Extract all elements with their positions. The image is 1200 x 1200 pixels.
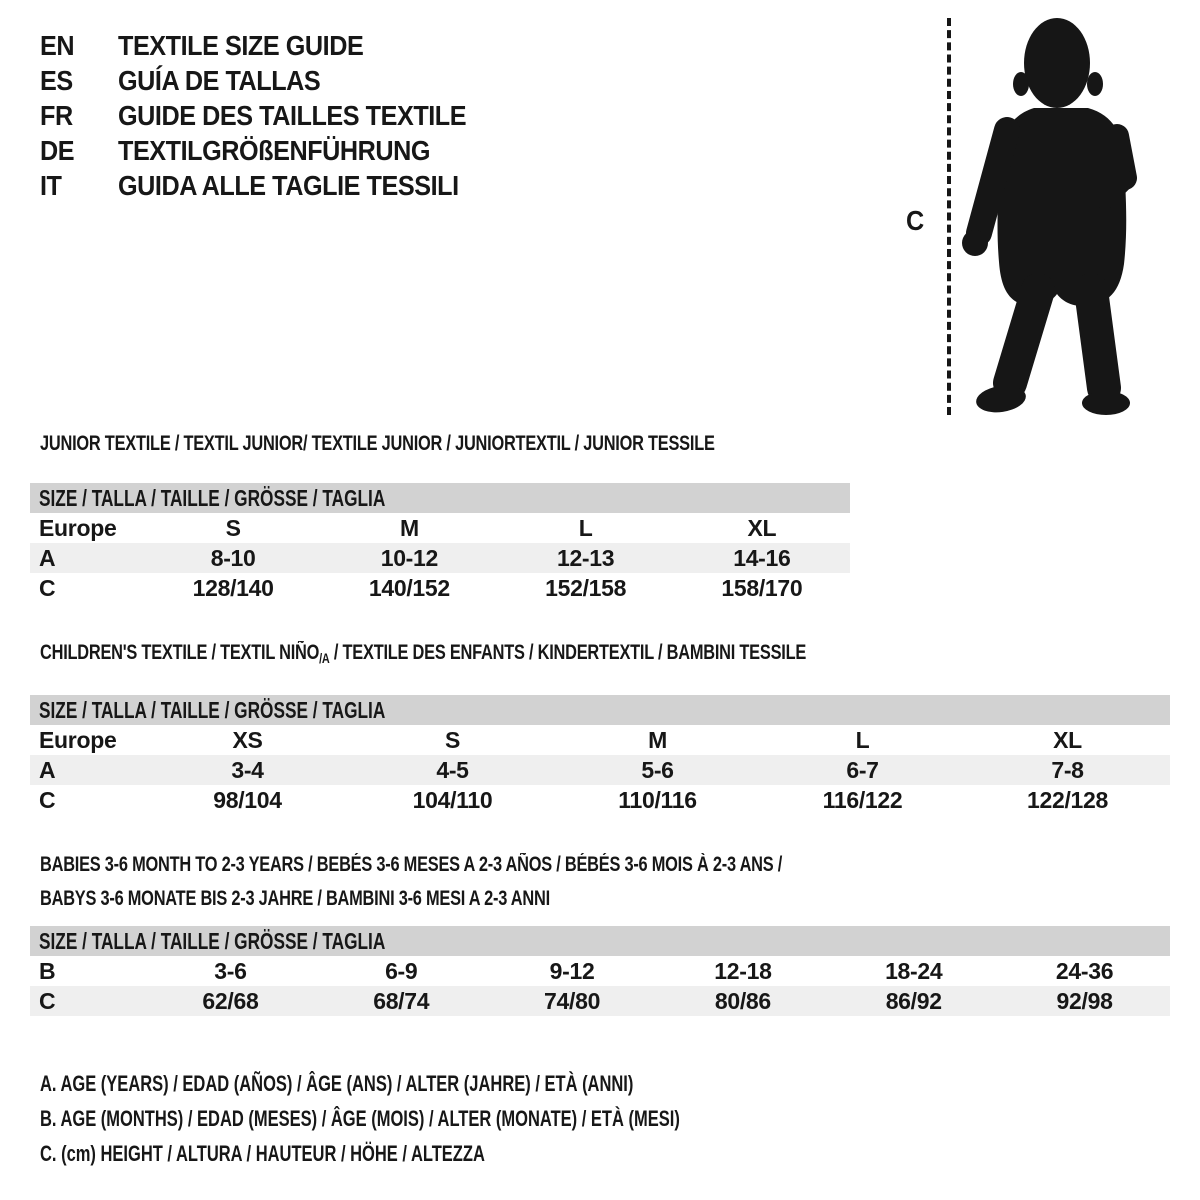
age-cell: 12-13 bbox=[556, 545, 615, 571]
toddler-silhouette bbox=[955, 8, 1155, 420]
size-cell: M bbox=[399, 515, 419, 541]
children-title-post: / TEXTILE DES ENFANTS / KINDERTEXTIL / BAMBINI TESSILE bbox=[329, 641, 807, 664]
row-label: Europe bbox=[39, 727, 117, 753]
size-header-bar bbox=[30, 926, 1170, 956]
size-cell: XL bbox=[747, 515, 777, 541]
size-header-bar bbox=[30, 695, 1170, 725]
height-cell: 86/92 bbox=[885, 988, 942, 1014]
age-cell: 10-12 bbox=[380, 545, 439, 571]
language-row-de bbox=[40, 133, 505, 168]
guide-title-de: TEXTILGRÖßENFÜHRUNG bbox=[118, 135, 431, 166]
row-label: A bbox=[39, 545, 56, 571]
height-cell: 92/98 bbox=[1056, 988, 1113, 1014]
table-row-age bbox=[30, 755, 1170, 785]
age-cell: 6-7 bbox=[846, 757, 879, 783]
height-cell: 140/152 bbox=[368, 575, 450, 601]
size-cell: L bbox=[855, 727, 870, 753]
language-code: DE bbox=[40, 135, 75, 166]
junior-section-title bbox=[40, 431, 905, 457]
babies-title-line2: BABYS 3-6 MONATE BIS 2-3 JAHRE / BAMBINI 3-6 MESI A 2-3 ANNI bbox=[40, 887, 550, 910]
row-label: A bbox=[39, 757, 56, 783]
size-cell: S bbox=[444, 727, 461, 753]
children-section-title bbox=[40, 640, 1022, 671]
language-code: IT bbox=[40, 170, 62, 201]
children-section-title-text bbox=[40, 640, 806, 671]
height-measure-line bbox=[947, 18, 951, 415]
size-header-bar bbox=[30, 483, 850, 513]
guide-title-fr: GUIDE DES TAILLES TEXTILE bbox=[118, 100, 467, 131]
height-cell: 116/122 bbox=[822, 787, 903, 813]
table-row-height bbox=[30, 785, 1170, 815]
language-code: FR bbox=[40, 100, 73, 131]
guide-title-es: GUÍA DE TALLAS bbox=[118, 65, 321, 96]
language-row-es bbox=[40, 63, 505, 98]
size-cell: XL bbox=[1053, 727, 1082, 753]
table-row-height bbox=[30, 986, 1170, 1016]
months-cell: 24-36 bbox=[1055, 958, 1114, 984]
height-cell: 62/68 bbox=[202, 988, 259, 1014]
height-cell: 128/140 bbox=[192, 575, 274, 601]
babies-title-line1: BABIES 3-6 MONTH TO 2-3 YEARS / BEBÉS 3-6 MESES A 2-3 AÑOS / BÉBÉS 3-6 MOIS À 2-3 ANS / bbox=[40, 853, 783, 876]
size-cell: L bbox=[578, 515, 593, 541]
height-cell: 104/110 bbox=[412, 787, 493, 813]
age-cell: 3-4 bbox=[231, 757, 264, 783]
children-size-table bbox=[30, 695, 1170, 815]
age-cell: 4-5 bbox=[436, 757, 469, 783]
table-row-months bbox=[30, 956, 1170, 986]
size-cell: S bbox=[225, 515, 241, 541]
height-cell: 80/86 bbox=[714, 988, 771, 1014]
size-cell: M bbox=[648, 727, 667, 753]
language-row-fr bbox=[40, 98, 505, 133]
row-label: B bbox=[39, 958, 56, 984]
height-cell: 152/158 bbox=[545, 575, 627, 601]
row-label: Europe bbox=[39, 515, 117, 541]
language-row-en bbox=[40, 28, 505, 63]
legend-age-years-text: A. AGE (YEARS) / EDAD (AÑOS) / ÂGE (ANS) / ALTER (JAHRE) / ETÀ (ANNI) bbox=[40, 1071, 634, 1096]
guide-title-en: TEXTILE SIZE GUIDE bbox=[118, 30, 364, 61]
language-code: EN bbox=[40, 30, 75, 61]
junior-size-table bbox=[30, 483, 850, 603]
size-header-text: SIZE / TALLA / TAILLE / GRÖSSE / TAGLIA bbox=[39, 928, 386, 954]
language-row-it bbox=[40, 168, 505, 203]
age-cell: 8-10 bbox=[210, 545, 256, 571]
junior-section-title-text: JUNIOR TEXTILE / TEXTIL JUNIOR/ TEXTILE JUNIOR / JUNIORTEXTIL / JUNIOR TESSILE bbox=[40, 432, 715, 455]
legend-height-cm bbox=[40, 1141, 633, 1167]
babies-size-table bbox=[30, 926, 1170, 1016]
language-code: ES bbox=[40, 65, 73, 96]
legend-age-years bbox=[40, 1071, 831, 1097]
babies-section-title bbox=[40, 848, 991, 916]
months-cell: 12-18 bbox=[714, 958, 772, 984]
table-row-europe bbox=[30, 725, 1170, 755]
height-cell: 110/116 bbox=[618, 787, 697, 813]
legend-age-months bbox=[40, 1106, 893, 1132]
row-label: C bbox=[39, 787, 56, 813]
height-cell: 158/170 bbox=[721, 575, 803, 601]
age-cell: 7-8 bbox=[1051, 757, 1084, 783]
children-title-sub: /A bbox=[319, 650, 330, 666]
months-cell: 3-6 bbox=[214, 958, 247, 984]
row-label: C bbox=[39, 575, 56, 601]
table-row-height bbox=[30, 573, 850, 603]
months-cell: 9-12 bbox=[549, 958, 595, 984]
age-cell: 14-16 bbox=[733, 545, 791, 571]
size-cell: XS bbox=[232, 727, 263, 753]
size-header-text: SIZE / TALLA / TAILLE / GRÖSSE / TAGLIA bbox=[39, 485, 386, 511]
table-row-europe bbox=[30, 513, 850, 543]
height-cell: 122/128 bbox=[1026, 787, 1109, 813]
measure-label-c: C bbox=[906, 205, 925, 236]
height-cell: 74/80 bbox=[544, 988, 601, 1014]
children-title-pre: CHILDREN'S TEXTILE / TEXTIL NIÑO bbox=[40, 641, 320, 664]
size-header-text: SIZE / TALLA / TAILLE / GRÖSSE / TAGLIA bbox=[39, 697, 386, 723]
legend-height-cm-text: C. (cm) HEIGHT / ALTURA / HAUTEUR / HÖHE / ALTEZZA bbox=[40, 1141, 485, 1166]
months-cell: 6-9 bbox=[385, 958, 418, 984]
legend-age-months-text: B. AGE (MONTHS) / EDAD (MESES) / ÂGE (MOIS) / ALTER (MONATE) / ETÀ (MESI) bbox=[40, 1106, 680, 1131]
guide-title-it: GUIDA ALLE TAGLIE TESSILI bbox=[118, 170, 459, 201]
height-cell: 68/74 bbox=[373, 988, 430, 1014]
table-row-age bbox=[30, 543, 850, 573]
age-cell: 5-6 bbox=[641, 757, 674, 783]
language-title-list bbox=[40, 28, 505, 203]
height-cell: 98/104 bbox=[213, 787, 282, 813]
row-label: C bbox=[39, 988, 56, 1014]
months-cell: 18-24 bbox=[885, 958, 943, 984]
